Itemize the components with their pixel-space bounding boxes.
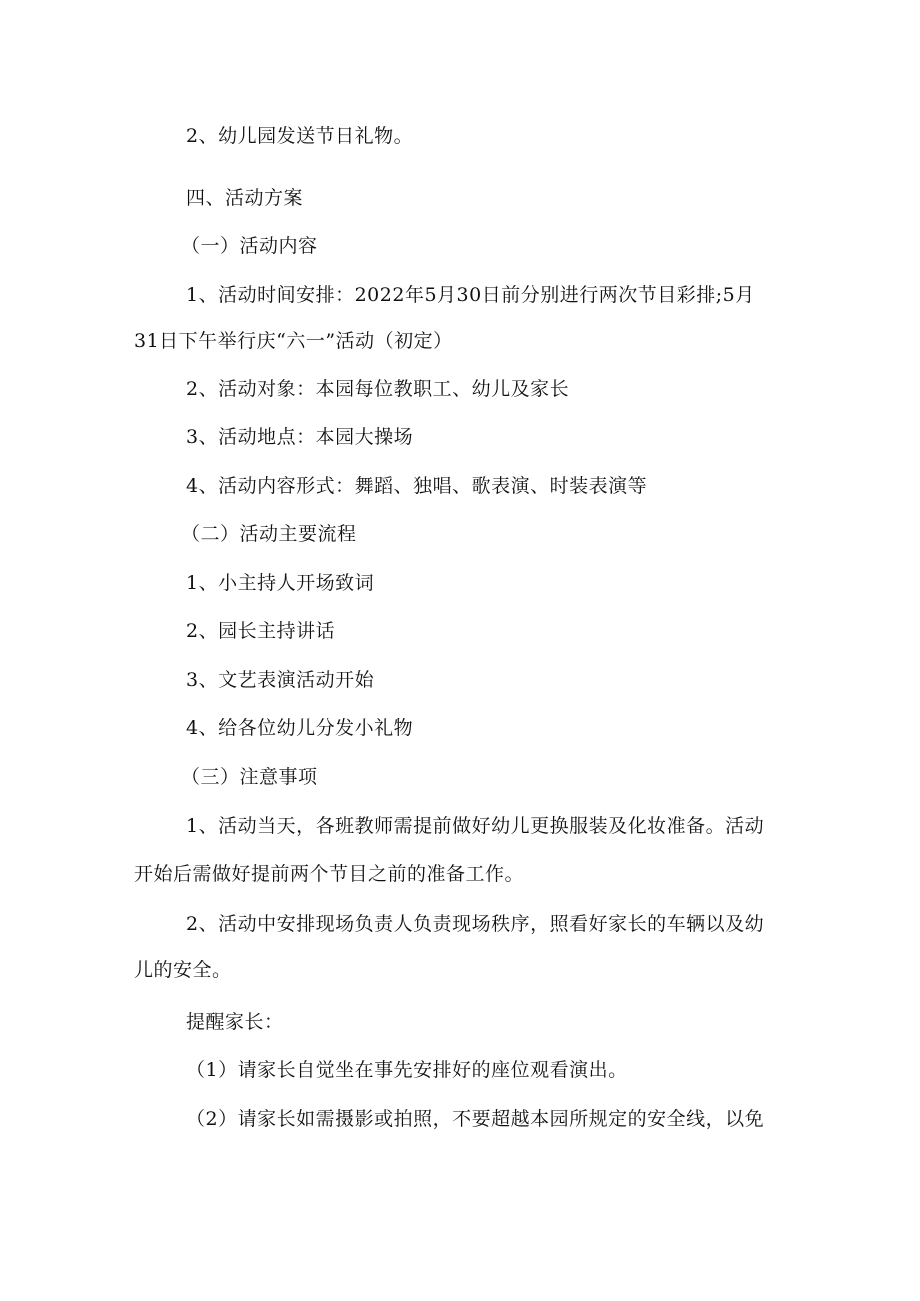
reminder-item-1: （1）请家长自觉坐在事先安排好的座位观看演出。 [186,1059,628,1081]
paragraph-format: 4、活动内容形式：舞蹈、独唱、歌表演、时装表演等 [186,475,648,497]
reminder-heading: 提醒家长： [186,1011,284,1033]
flow-item-4: 4、给各位幼儿分发小礼物 [186,717,414,739]
flow-item-2: 2、园长主持讲话 [186,620,336,642]
section-heading-activity-plan: 四、活动方案 [186,187,304,209]
subheading-activity-content: （一）活动内容 [181,235,318,257]
paragraph-participants: 2、活动对象：本园每位教职工、幼儿及家长 [186,378,570,400]
flow-item-1: 1、小主持人开场致词 [186,572,375,594]
paragraph-gift: 2、幼儿园发送节日礼物。 [186,125,414,147]
paragraph-schedule-line1: 1、活动时间安排：2022年5月30日前分别进行两次节目彩排;5月 [186,284,755,306]
note-2-line1: 2、活动中安排现场负责人负责现场秩序，照看好家长的车辆以及幼 [186,913,765,935]
subheading-notes: （三）注意事项 [181,766,318,788]
note-2-line2: 儿的安全。 [134,959,232,981]
paragraph-schedule-line2: 31日下午举行庆“六一”活动（初定） [134,330,453,352]
note-1-line1: 1、活动当天，各班教师需提前做好幼儿更换服装及化妆准备。活动 [186,815,765,837]
subheading-main-flow: （二）活动主要流程 [181,523,357,545]
paragraph-location: 3、活动地点：本园大操场 [186,426,414,448]
flow-item-3: 3、文艺表演活动开始 [186,669,375,691]
reminder-item-2: （2）请家长如需摄影或拍照，不要超越本园所规定的安全线，以免 [186,1108,765,1130]
note-1-line2: 开始后需做好提前两个节目之前的准备工作。 [134,863,525,885]
